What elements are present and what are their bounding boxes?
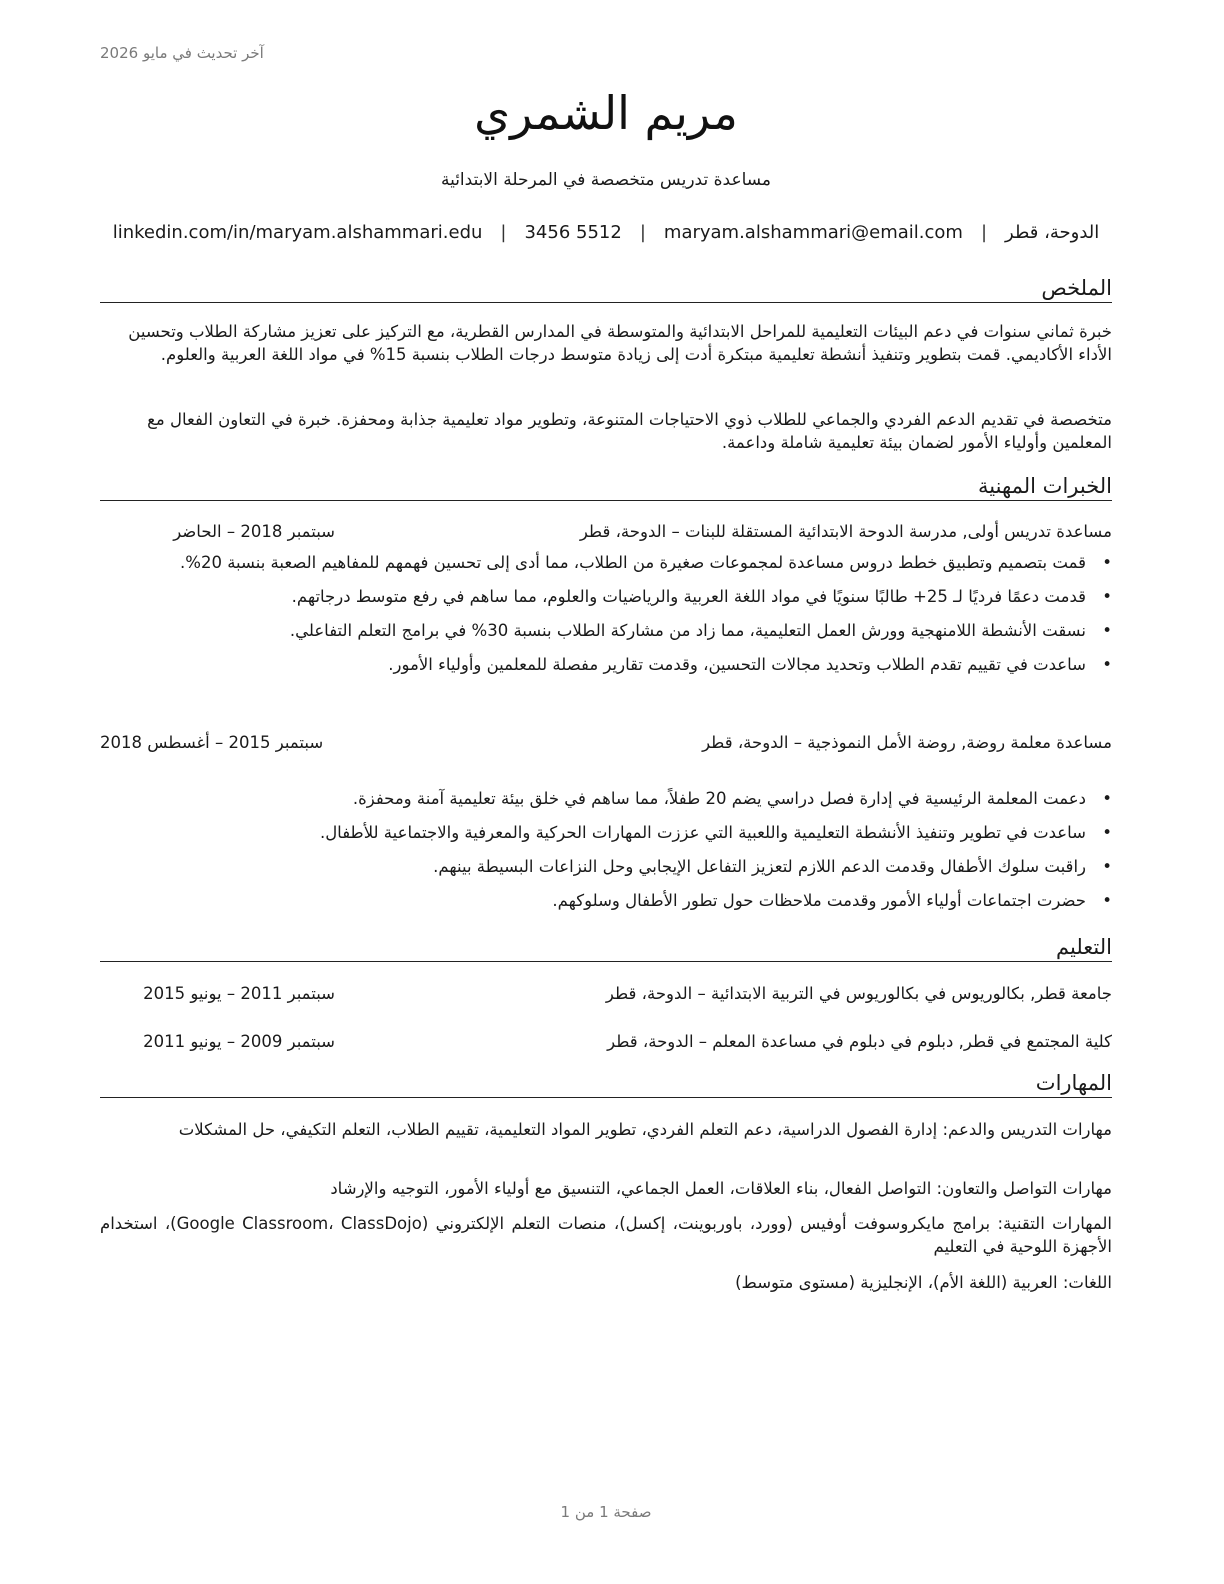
- job-bullet: • حضرت اجتماعات أولياء الأمور وقدمت ملاحظات حول تطور الأطفال وسلوكهم.: [100, 889, 1112, 912]
- contact-phone: 3456 5512: [524, 222, 622, 243]
- job-bullet: • ساعدت في تطوير وتنفيذ الأنشطة التعليمية واللعبية التي عززت المهارات الحركية والمعرفية والاجتماعية للأطفال.: [100, 821, 1112, 844]
- section-title-experience: الخبرات المهنية: [100, 474, 1112, 501]
- page-number: صفحة 1 من 1: [560, 1503, 652, 1521]
- summary-paragraph: خبرة ثماني سنوات في دعم البيئات التعليمية للمراحل الابتدائية والمتوسطة في المدارس القطرية، مع التركيز على تعزيز مشاركة الطلاب وتحسين الأداء الأكاديمي. قمت بتطوير وتنفيذ أنشطة تعليمية مبتكرة أدت إلى زيادة متوسط درجات الطلاب بنسبة 15% في مواد اللغة العربية والعلوم.: [128, 322, 1112, 364]
- resume-page: [100, 0, 1112, 1584]
- section-title-summary: الملخص: [100, 276, 1112, 303]
- job-role-org: مساعدة معلمة روضة, روضة الأمل النموذجية – الدوحة، قطر: [702, 733, 1112, 752]
- job-dates: سبتمبر 2018 – الحاضر: [173, 522, 335, 541]
- job-role-org: مساعدة تدريس أولى, مدرسة الدوحة الابتدائية المستقلة للبنات – الدوحة، قطر: [579, 522, 1112, 541]
- education-item: [100, 982, 1112, 1005]
- education-degree: جامعة قطر, بكالوريوس في بكالوريوس في التربية الابتدائية – الدوحة، قطر: [605, 984, 1112, 1003]
- job-bullet-list: [100, 787, 1112, 923]
- job-bullet: • قدمت دعمًا فرديًا لـ 25+ طالبًا سنويًا في مواد اللغة العربية والرياضيات والعلوم، مما ساهم في رفع متوسط درجاتهم.: [100, 585, 1112, 608]
- last-updated-note: آخر تحديث في مايو 2026: [100, 44, 264, 62]
- job-bullet: • راقبت سلوك الأطفال وقدمت الدعم اللازم لتعزيز التفاعل الإيجابي وحل النزاعات البسيطة بينهم.: [100, 855, 1112, 878]
- education-item: [100, 1030, 1112, 1053]
- job-bullet-list: [100, 551, 1112, 687]
- skill-line: مهارات التواصل والتعاون: التواصل الفعال، بناء العلاقات، العمل الجماعي، التنسيق مع أولياء الأمور، التوجيه والإرشاد: [330, 1179, 1112, 1198]
- job-bullet: • ساعدت في تقييم تقدم الطلاب وتحديد مجالات التحسين، وقدمت تقارير مفصلة للمعلمين وأولياء الأمور.: [100, 653, 1112, 676]
- summary-paragraph: متخصصة في تقديم الدعم الفردي والجماعي للطلاب ذوي الاحتياجات المتنوعة، وتطوير مواد تعليمية جذابة ومحفزة. خبرة في التعاون الفعال مع المعلمين وأولياء الأمور لضمان بيئة تعليمية شاملة وداعمة.: [147, 410, 1112, 452]
- job-bullet: • دعمت المعلمة الرئيسية في إدارة فصل دراسي يضم 20 طفلاً، مما ساهم في خلق بيئة تعليمية آمنة ومحفزة.: [100, 787, 1112, 810]
- job-header: [100, 520, 1112, 543]
- job-bullet: • قمت بتصميم وتطبيق خطط دروس مساعدة لمجموعات صغيرة من الطلاب، مما أدى إلى تحسين فهمهم للمفاهيم الصعبة بنسبة 20%.: [100, 551, 1112, 574]
- candidate-headline: مساعدة تدريس متخصصة في المرحلة الابتدائية: [440, 170, 772, 190]
- education-dates: سبتمبر 2011 – يونيو 2015: [143, 984, 335, 1003]
- skill-line: المهارات التقنية: برامج مايكروسوفت أوفيس (وورد، باوربوينت، إكسل)، منصات التعلم الإلكتروني (Google Classroom، ClassDojo)، استخدام الأجهزة اللوحية في التعليم: [100, 1214, 1112, 1256]
- job-dates: سبتمبر 2015 – أغسطس 2018: [100, 733, 324, 752]
- contact-separator: |: [500, 222, 507, 243]
- skill-line: مهارات التدريس والدعم: إدارة الفصول الدراسية، دعم التعلم الفردي، تطوير المواد التعليمية، تقييم الطلاب، التعلم التكيفي، حل المشكلات: [178, 1120, 1112, 1139]
- job-header: [100, 731, 1112, 754]
- contact-separator: |: [639, 222, 646, 243]
- skill-line: اللغات: العربية (اللغة الأم)، الإنجليزية (مستوى متوسط): [735, 1273, 1112, 1292]
- section-title-skills: المهارات: [100, 1071, 1112, 1098]
- contact-email[interactable]: maryam.alshammari@email.com: [663, 222, 963, 243]
- section-title-education: التعليم: [100, 935, 1112, 962]
- contact-line: [100, 222, 1112, 243]
- job-bullet: • نسقت الأنشطة اللامنهجية وورش العمل التعليمية، مما زاد من مشاركة الطلاب بنسبة 30% في برامج التعلم التفاعلي.: [100, 619, 1112, 642]
- education-degree: كلية المجتمع في قطر, دبلوم في دبلوم في مساعدة المعلم – الدوحة، قطر: [607, 1032, 1112, 1051]
- contact-linkedin[interactable]: linkedin.com/in/maryam.alshammari.edu: [112, 222, 483, 243]
- candidate-name: مريم الشمري: [474, 86, 738, 140]
- education-dates: سبتمبر 2009 – يونيو 2011: [143, 1032, 335, 1051]
- contact-location: الدوحة، قطر: [1005, 222, 1100, 243]
- contact-separator: |: [980, 222, 988, 243]
